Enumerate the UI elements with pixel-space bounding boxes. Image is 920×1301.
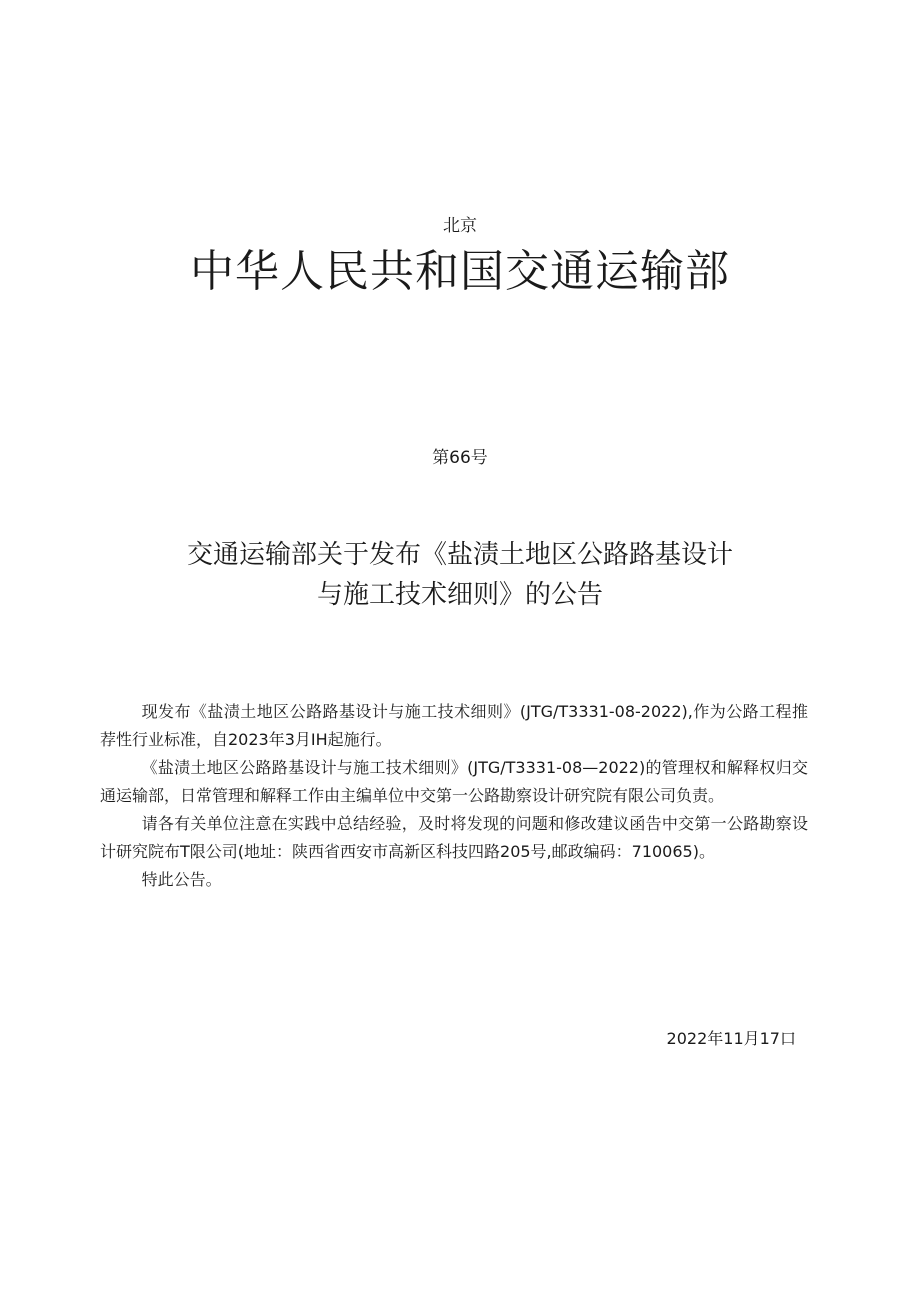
- announcement-title: [0, 535, 920, 615]
- issuing-city: 北京: [443, 216, 477, 236]
- ministry-name: 中华人民共和国交通运输部: [190, 246, 730, 297]
- body-paragraph: 《盐渍土地区公路路基设计与施工技术细则》(JTG/T3331-08—2022)的管理权和解释权归交通运输部，日常管理和解释工作由主编单位中交第一公路勘察设计研究院有限公司负责。: [100, 758, 808, 805]
- body-paragraph: 现发布《盐渍土地区公路路基设计与施工技术细则》(JTG/T3331-08-2022),作为公路工程推荐性行业标准，自2023年3月IH起施行。: [100, 702, 808, 749]
- title-line-2: 与施工技术细则》的公告: [316, 580, 603, 610]
- body-paragraph: 请各有关单位注意在实践中总结经验，及时将发现的问题和修改建议函告中交第一公路勘察设计研究院布T限公司(地址：陕西省西安市高新区科技四路205号,邮政编码：710065)。: [100, 814, 808, 861]
- closing-statement: 特此公告。: [141, 870, 222, 889]
- document-number: 第66号: [432, 448, 488, 468]
- issue-date: 2022年11月17口: [666, 1029, 796, 1048]
- announcement-body: [100, 698, 808, 894]
- title-line-1: 交通运输部关于发布《盐渍土地区公路路基设计: [186, 540, 733, 570]
